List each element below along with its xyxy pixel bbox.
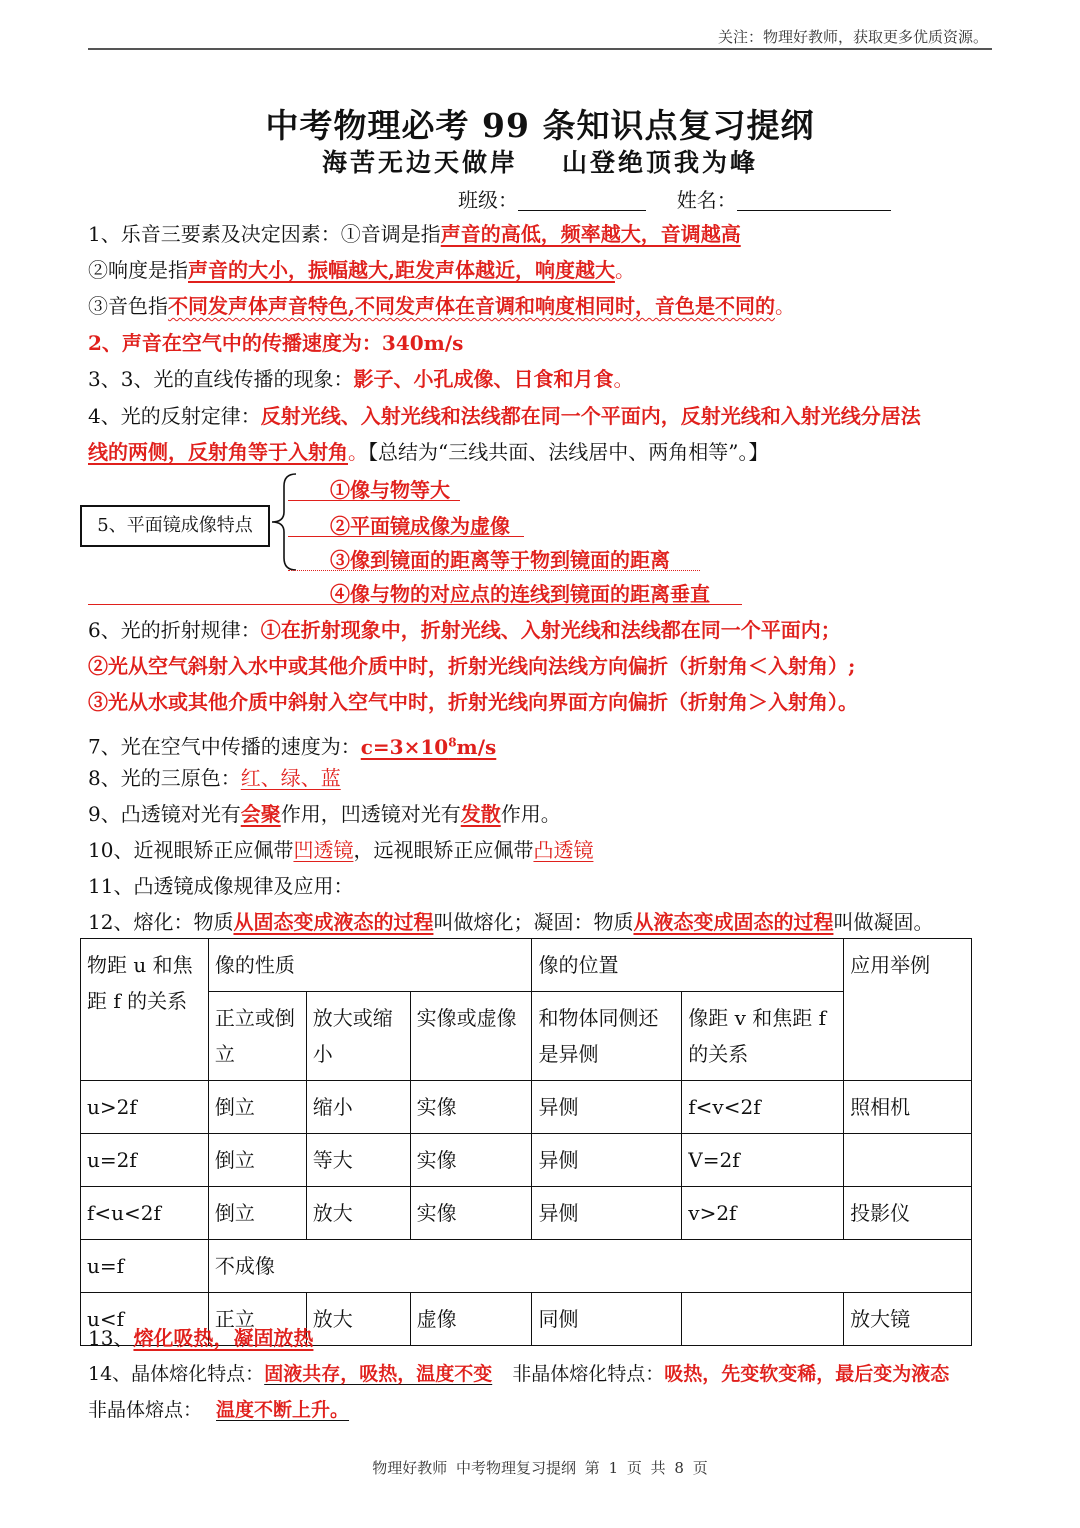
item-1-loudness [88,256,635,284]
table-header-row [81,939,972,992]
cell: 照相机 [844,1081,972,1134]
item-3 [88,365,633,393]
item-10-text-a: 10、近视眼矫正应佩带 [88,838,294,862]
item-14-answer-2: 吸热，先变软变稀，最后变为液态 [664,1363,950,1385]
item-14-text-b: 非晶体熔化特点： [512,1363,665,1385]
item-3-text: 3、3、光的直线传播的现象： [88,367,354,391]
item-9-text-c: 作用。 [500,802,561,826]
th-side: 和物体同侧还是异侧 [532,992,682,1081]
item-10-answer-1: 凹透镜 [293,838,354,862]
item-14 [88,1360,949,1388]
cell: 投影仪 [844,1187,972,1240]
item-11: 11、凸透镜成像规律及应用： [88,874,354,898]
cell: u=2f [81,1134,209,1187]
th-upright: 正立或倒立 [208,992,306,1081]
item-9-answer-1: 会聚 [240,802,281,826]
item-1-answer: 声音的高低，频率越大，音调越高 [440,222,741,246]
mirror-point-2: ②平面镜成像为虚像 [330,514,510,538]
item-4-answer: 反射光线、入射光线和法线都在同一个平面内，反射光线和入射光线分居法 [260,404,921,428]
mirror-point-3: ③像到镜面的距离等于物到镜面的距离 [330,548,670,572]
cell: 同侧 [532,1293,682,1346]
cell: u<f [81,1293,209,1346]
table-row [81,1081,972,1134]
page-subtitle [0,143,1080,179]
cell: u>2f [81,1081,209,1134]
item-13-text: 13、 [88,1326,134,1350]
th-application: 应用举例 [844,939,972,1081]
item-10-text-b: ，远视眼矫正应佩带 [353,838,534,862]
table-row [81,1134,972,1187]
item-4b-period: 。 [348,440,368,464]
mirror-point-1: ①像与物等大 [330,478,450,502]
cell: 实像 [410,1187,532,1240]
item-12-text-b: 叫做熔化；凝固：物质 [433,910,634,934]
item-1-timbre [88,292,795,320]
item-1b-answer: 声音的大小，振幅越大,距发声体越近，响度越大 [188,258,615,282]
th-magnify: 放大或缩小 [306,992,410,1081]
item-1 [88,220,741,248]
cell: 正立 [208,1293,306,1346]
th-position: 像的位置 [532,939,844,992]
item-6-answer: ①在折射现象中，折射光线、入射光线和法线都在同一个平面内； [260,618,841,642]
class-name-line [458,184,891,213]
cell: 异侧 [532,1187,682,1240]
subtitle-right: 山登绝顶我为峰 [562,148,759,177]
item-12-text-a: 12、熔化：物质 [88,910,234,934]
table-row [81,1240,972,1293]
header-divider [88,48,992,50]
cell: 倒立 [208,1134,306,1187]
item-12-answer-1: 从固态变成液态的过程 [233,910,434,934]
item-14-cont [88,1396,349,1424]
mirror-point-4: ④像与物的对应点的连线到镜面的距离垂直 [330,582,710,606]
item-7-text: 7、光在空气中传播的速度为： [88,734,361,759]
item-10-answer-2: 凸透镜 [533,838,594,862]
item-6-rule-2: ②光从空气斜射入水中或其他介质中时，折射光线向法线方向偏折（折射角＜入射角）; [88,654,856,678]
item-6-text: 6、光的折射规律： [88,618,261,642]
class-label: 班级： [458,188,518,212]
item-8 [88,764,341,792]
page-title: 中考物理必考 99 条知识点复习提纲 [265,106,815,145]
cell: f<u<2f [81,1187,209,1240]
item-1c-text: ③音色指 [88,294,168,318]
th-relation: 物距 u 和焦距 f 的关系 [81,939,209,1081]
cell: 放大 [306,1187,410,1240]
item-4 [88,402,921,430]
cell: 异侧 [532,1081,682,1134]
cell: u=f [81,1240,209,1293]
item-14b-answer: 温度不断上升。 [216,1399,350,1421]
cell: v>2f [682,1187,844,1240]
item-7 [88,728,496,761]
cell: 放大 [306,1293,410,1346]
item-4b-answer: 线的两侧，反射角等于入射角 [88,440,348,464]
cell: 放大镜 [844,1293,972,1346]
item-8-answer: 红、绿、蓝 [240,766,341,790]
item-13 [88,1324,313,1352]
item-10 [88,836,593,864]
item-8-text: 8、光的三原色： [88,766,241,790]
cell [682,1293,844,1346]
item-1c-end: 。 [774,294,795,318]
item-12-answer-2: 从液态变成固态的过程 [633,910,834,934]
cell: 异侧 [532,1134,682,1187]
cell: 虚像 [410,1293,532,1346]
item-1-text: 1、乐音三要素及决定因素：①音调是指 [88,222,441,246]
item-7-exponent: 8 [448,735,457,749]
lens-imaging-table [80,938,972,1346]
item-14-answer-1: 固液共存，吸热，温度不变 [264,1363,493,1385]
th-real-virtual: 实像或虚像 [410,992,532,1081]
item-12-text-c: 叫做凝固。 [833,910,934,934]
table-row [81,1187,972,1240]
name-label: 姓名： [676,188,737,212]
cell: 倒立 [208,1187,306,1240]
item-4-text: 4、光的反射定律： [88,404,261,428]
item-1b-text: ②响度是指 [88,258,188,282]
header-note: 关注：物理好教师，获取更多优质资源。 [717,28,988,46]
item-13-answer: 熔化吸热，凝固放热 [133,1326,314,1350]
item-12 [88,908,933,936]
item-14-text-a: 14、晶体熔化特点： [88,1363,265,1385]
item-6 [88,616,841,644]
item-9-text-b: 作用，凹透镜对光有 [280,802,461,826]
item-7-unit: m/s [456,734,497,759]
item-5-label-box: 5、平面镜成像特点 [80,505,270,547]
name-blank[interactable] [737,190,891,211]
item-2-text: 2、声音在空气中的传播速度为： [88,331,382,355]
item-4b-summary: 【总结为“三线共面、法线居中、两角相等”。】 [368,440,769,464]
cell: 缩小 [306,1081,410,1134]
page-footer: 物理好教师 中考物理复习提纲 第 1 页 共 8 页 [372,1459,708,1477]
cell: 不成像 [208,1240,971,1293]
item-2 [88,329,463,357]
class-blank[interactable] [518,190,646,211]
th-image-distance: 像距 v 和焦距 f 的关系 [682,992,844,1081]
item-9 [88,800,561,828]
item-6-rule-3: ③光从水或其他介质中斜射入空气中时，折射光线向界面方向偏折（折射角＞入射角）。 [88,690,858,714]
th-nature: 像的性质 [208,939,532,992]
item-1b-end: 。 [614,258,635,282]
cell: 等大 [306,1134,410,1187]
item-14b-text: 非晶体熔点： [88,1399,203,1421]
cell: V=2f [682,1134,844,1187]
cell: 实像 [410,1081,532,1134]
cell: f<v<2f [682,1081,844,1134]
brace-icon [266,472,306,572]
item-3-answer: 影子、小孔成像、日食和月食 [353,367,614,391]
item-3-end: 。 [613,367,634,391]
item-1c-answer: 不同发声体声音特色,不同发声体在音调和响度相同时，音色是不同的 [168,294,775,318]
item-9-answer-2: 发散 [460,802,501,826]
item-9-text-a: 9、凸透镜对光有 [88,802,241,826]
item-7-answer: c=3×10 [360,734,449,759]
cell: 实像 [410,1134,532,1187]
item-4-cont [88,438,768,466]
cell [844,1134,972,1187]
item-2-answer: 340m/s [381,331,464,355]
subtitle-left: 海苦无边天做岸 [321,148,518,177]
table-subheader-row [81,992,972,1081]
cell: 倒立 [208,1081,306,1134]
